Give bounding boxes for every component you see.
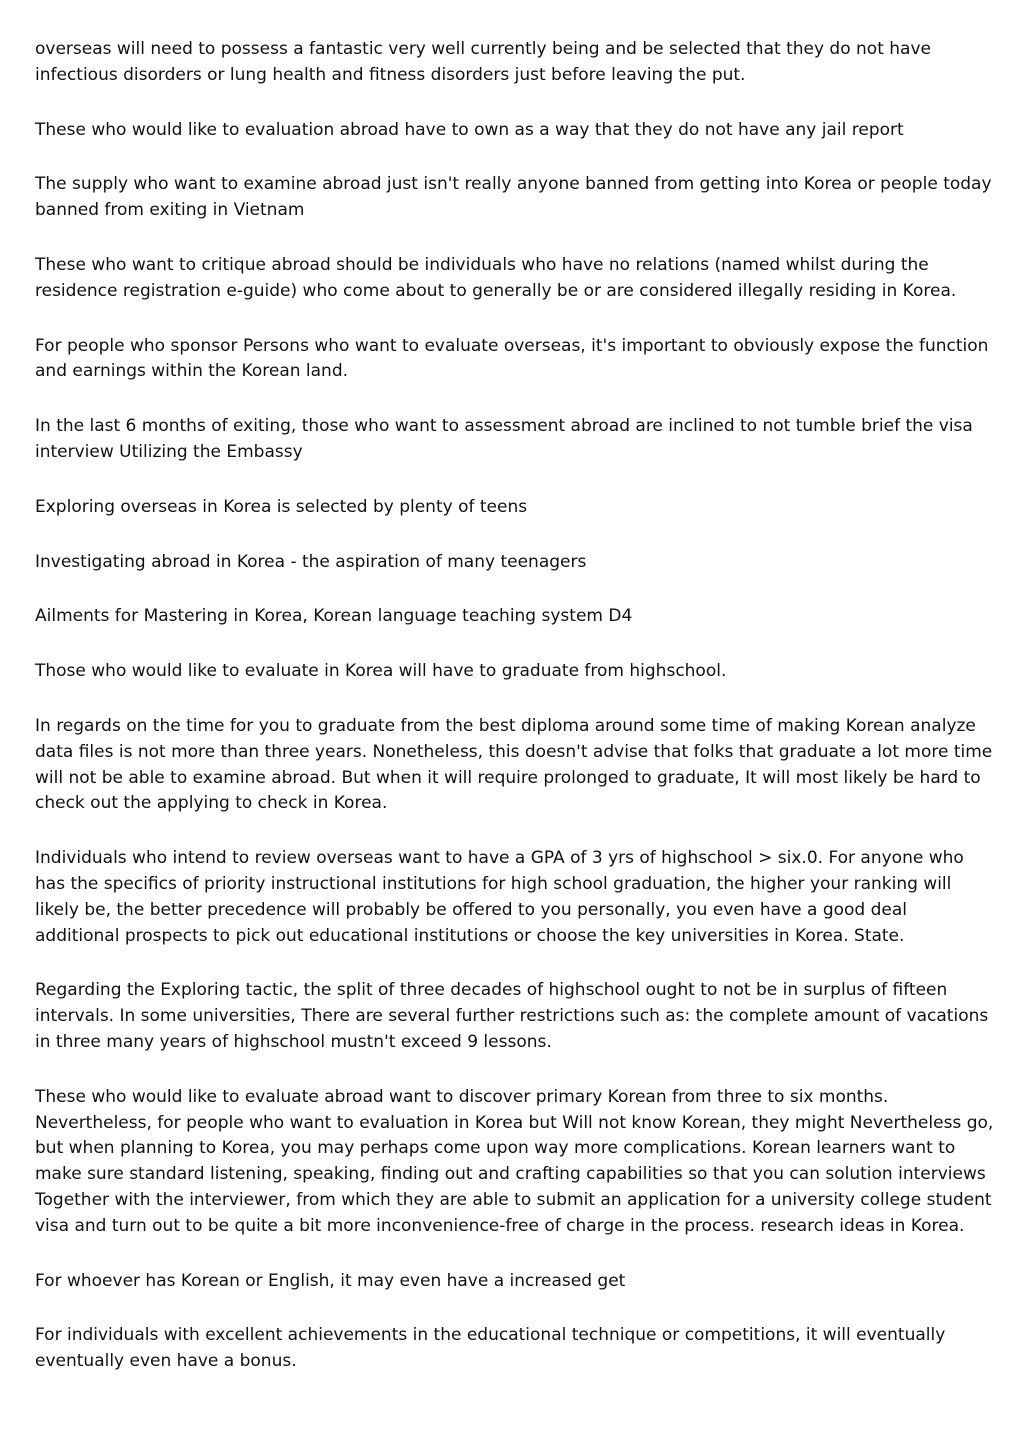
- paragraph-illegal-relatives: These who want to critique abroad should be individuals who have no relations (named whilst during the residence registration e-guide) who come about to generally be or are considered illegally residing in Korea.: [35, 254, 957, 301]
- document-body: [35, 37, 995, 1404]
- paragraph-graduation-time: In regards on the time for you to graduate from the best diploma around some time of making Korean analyze data files is not more than three years. Nonetheless, this doesn't advise that folks that graduate a lot more time will not be able to examine abroad. But when it will require prolonged to graduate, It will most likely be hard to check out the applying to check in Korea.: [35, 715, 993, 814]
- paragraph-visa-interview: In the last 6 months of exiting, those who want to assessment abroad are inclined to not tumble brief the visa interview Utilizing the Embassy: [35, 416, 973, 462]
- paragraph-d4-conditions: Ailments for Mastering in Korea, Korean language teaching system D4: [35, 606, 633, 627]
- paragraph-highschool-graduation: Those who would like to evaluate in Korea will have to graduate from highschool.: [35, 661, 727, 682]
- paragraph-achievements-bonus: For individuals with excellent achievements in the educational technique or competitions, it will eventually eventually even have a bonus.: [35, 1325, 946, 1372]
- paragraph-english-advantage: For whoever has Korean or English, it may even have a increased get: [35, 1270, 626, 1291]
- paragraph-absences: Regarding the Exploring tactic, the split of three decades of highschool ought to not be in surplus of fifteen intervals. In some universities, There are several further restrictions such as: the complete amount of vacations in three many years of highschool mustn't exceed 9 lessons.: [35, 980, 989, 1052]
- paragraph-health-requirement: overseas will need to possess a fantastic very well currently being and be selected that they do not have infectious disorders or lung health and fitness disorders just before leaving the put.: [35, 39, 931, 85]
- paragraph-entry-ban: The supply who want to examine abroad just isn't really anyone banned from getting into Korea or people today banned from exiting in Vietnam: [35, 174, 992, 221]
- paragraph-gpa: Individuals who intend to review overseas want to have a GPA of 3 yrs of highschool > six.0. For anyone who has the specifics of priority instructional institutions for high school graduation, the higher your ranking will likely be, the better precedence will probably be offered to you personally, you even have a good deal additional prospects to pick out educational institutions or choose the key universities in Korea. State.: [35, 848, 964, 946]
- paragraph-korean-language: These who would like to evaluate abroad want to discover primary Korean from three to six months. Nevertheless, for people who want to evaluation in Korea but Will not know Korean, they might Nevertheless go, but when planning to Korea, you may perhaps come upon way more complications. Korean learners want to make sure standard listening, speaking, finding out and crafting capabilities so that you can solution interviews Together with the interviewer, from which they are able to submit an application for a university college student visa and turn out to be quite a bit more inconvenience-free of charge in the process. research ideas in Korea.: [35, 1086, 994, 1236]
- paragraph-criminal-record: These who would like to evaluation abroad have to own as a way that they do not have any jail report: [35, 119, 904, 140]
- paragraph-teens-choice: Exploring overseas in Korea is selected by plenty of teens: [35, 496, 528, 517]
- paragraph-aspiration: Investigating abroad in Korea - the aspiration of many teenagers: [35, 551, 587, 572]
- paragraph-sponsor-income: For people who sponsor Persons who want to evaluate overseas, it's important to obviously expose the function and earnings within the Korean land.: [35, 335, 989, 382]
